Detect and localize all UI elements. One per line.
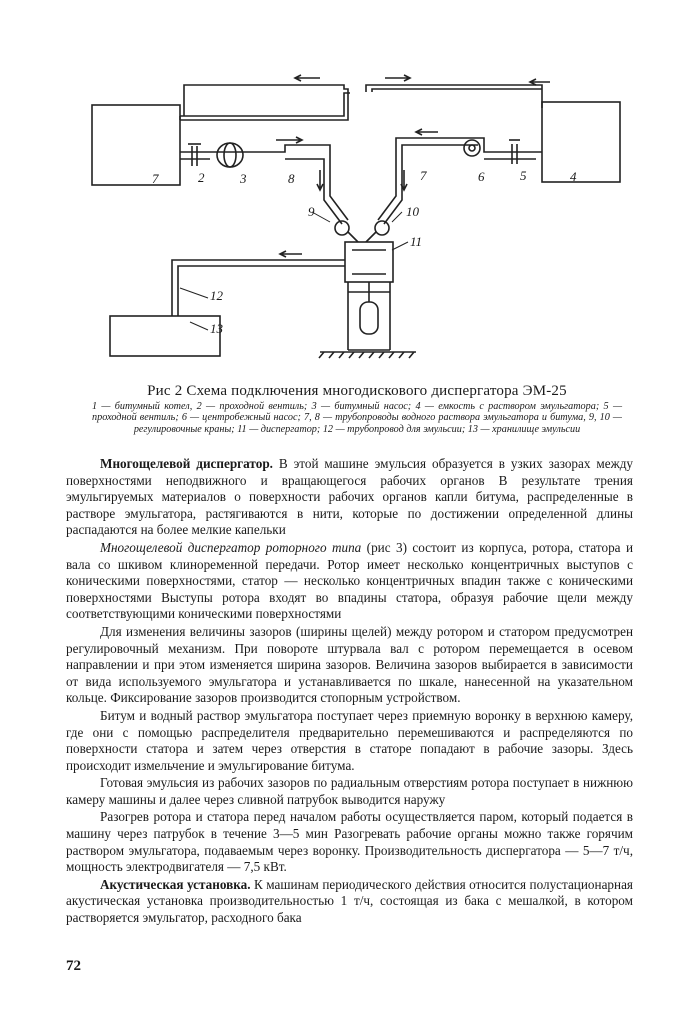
control-valve-10 [375,221,389,235]
emulsion-pipe [172,260,345,316]
callout-7: 7 [420,168,427,183]
figure-caption [92,383,622,435]
paragraph: Разогрев ротора и статора перед началом работы осуществляется паром, который подается в машину через патрубок в течение 3—5 мин Разогревать рабочие органы можно также горячим раствором эмульгатора, подаваемым через воронку. Производительность диспергатора — 5—7 т/ч, мощность электродвигателя — 7,5 кВт. [66,809,633,875]
emulsifier-tank [542,102,620,182]
callout-1: 7 [152,171,159,186]
motor [360,302,378,334]
section-heading: Многощелевой диспергатор. [100,456,273,471]
paragraph [66,877,633,927]
centrifugal-pump [464,140,480,156]
bitumen-boiler [92,105,180,185]
callout-12: 12 [210,288,223,303]
section-heading: Акустическая установка. [100,876,251,892]
callout-11: 11 [410,234,423,249]
bitumen-pump [217,143,243,167]
callout-5: 5 [520,168,527,183]
bitumen-pipe [180,145,348,220]
paragraph: Готовая эмульсия из рабочих зазоров по радиальным отверстиям ротора поступает в нижнюю камеру машины и далее через сливной патрубок выводится наружу [66,775,633,807]
callout-10: 10 [406,204,419,219]
paragraph-text: К машинам периодического действия относится полустационарная акустическая установка производительностью 1 т/ч, состоящая из бака с мешалкой, в котором растворяется эмульгатор, расходного бака [66,876,633,926]
paragraph [66,540,633,623]
callout-9: 9 [308,204,315,219]
disperser [345,242,393,282]
callout-3: 3 [240,171,247,186]
upper-pipe-left [180,85,348,120]
term-lead: Многощелевой диспергатор роторного типа [100,539,362,555]
paragraph-text: В этой машине эмульсия образуется в узких зазорах между поверхностями неподвижного и вращающегося рабочих органов В результате трения эмульгируемых материалов о поверхности рабочих органов капли битума, распределенные в растворе эмульгатора, растягиваются в нити, которые по достижении определенной длины распадаются на более мелкие капельки [66,456,633,538]
body-text [66,456,633,928]
callout-2: 2 [198,170,205,185]
callout-6: 6 [478,169,485,184]
paragraph: Для изменения величины зазоров (ширины щелей) между ротором и статором предусмотрен регулировочный механизм. При повороте штурвала вал с ротором перемещается в осевом направлении и при этом изменяется ширина зазоров. Величина зазоров выбирается в зависимости от вида используемого эмульгатора и устанавливается по шкале, нанесенной на указательном кольце. Фиксирование зазоров производится стопорным устройством. [66,623,633,706]
callout-8: 8 [288,171,295,186]
paragraph [66,456,633,539]
emulsion-storage [110,316,220,356]
paragraph: Битум и водный раствор эмульгатора поступает через приемную воронку в верхнюю камеру, где они с помощью распределителя предварительно перемешиваются и распределяются по поверхности статора и затем через отверстия в статоре попадают в рабочие зазоры. Здесь происходит измельчение и эмульгирование битума. [66,707,633,773]
equipment-schematic [80,60,640,365]
caption-title: Рис 2 Схема подключения многодискового диспергатора ЭМ-25 [147,383,567,399]
callout-13: 13 [210,321,223,336]
page-number: 72 [66,958,81,974]
paragraph-text: (рис 3) состоит из корпуса, ротора, статора и вала со шкивом клиноременной передачи. Ротор имеет несколько концентричных выступов с коническими поверхностями, статор — несколько концентричных впадин также с коническими поверхностями Выступы ротора входят во впадины статора, образуя рабочие щели между соответствующими коническими поверхностями [66,539,633,622]
caption-legend: 1 — битумный котел, 2 — проходной вентиль; 3 — битумный насос; 4 — емкость с раствором эмульгатора; 5 — проходной вентиль; 6 — центробежный насос; 7, 8 — трубопроводы водного раствора эмульгатора и битума, 9, 10 — регулировочные краны; 11 — диспергатор; 12 — трубопровод для эмульсии; 13 — хранилище эмульсии [92,401,622,435]
callout-4: 4 [570,169,577,184]
